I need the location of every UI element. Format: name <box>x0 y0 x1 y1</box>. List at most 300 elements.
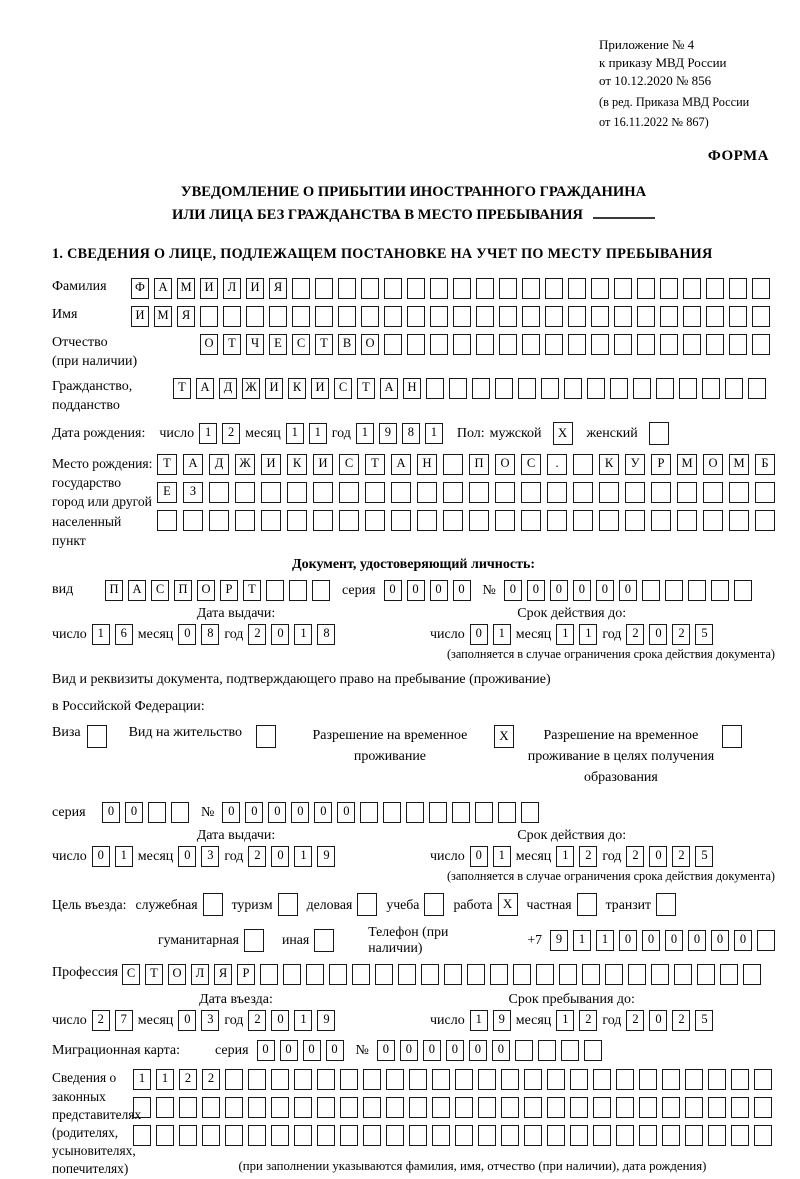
char-box[interactable] <box>235 482 255 503</box>
char-box[interactable] <box>524 1097 542 1118</box>
char-box[interactable] <box>729 334 747 355</box>
char-box[interactable] <box>407 306 425 327</box>
char-box[interactable]: 0 <box>573 580 591 601</box>
char-box[interactable] <box>755 482 775 503</box>
char-box[interactable] <box>478 1069 496 1090</box>
char-box[interactable]: С <box>334 378 352 399</box>
char-box[interactable] <box>639 1125 657 1146</box>
char-box[interactable] <box>386 1125 404 1146</box>
char-box[interactable] <box>625 482 645 503</box>
char-box[interactable] <box>340 1069 358 1090</box>
char-box[interactable]: А <box>154 278 172 299</box>
char-box[interactable] <box>545 334 563 355</box>
char-box[interactable]: X <box>498 893 518 916</box>
char-box[interactable] <box>475 802 493 823</box>
char-box[interactable]: 1 <box>556 624 574 645</box>
char-box[interactable] <box>605 964 623 985</box>
char-box[interactable]: 0 <box>222 802 240 823</box>
char-box[interactable] <box>340 1125 358 1146</box>
char-box[interactable]: Я <box>269 278 287 299</box>
char-box[interactable]: 0 <box>407 580 425 601</box>
char-box[interactable] <box>674 964 692 985</box>
char-box[interactable]: 2 <box>202 1069 220 1090</box>
char-box[interactable] <box>697 964 715 985</box>
char-box[interactable] <box>409 1097 427 1118</box>
char-box[interactable] <box>432 1125 450 1146</box>
char-box[interactable]: 5 <box>695 846 713 867</box>
char-box[interactable]: И <box>246 278 264 299</box>
char-box[interactable]: С <box>292 334 310 355</box>
char-box[interactable] <box>495 482 515 503</box>
char-box[interactable] <box>703 482 723 503</box>
char-box[interactable]: 0 <box>649 846 667 867</box>
char-box[interactable]: Ф <box>131 278 149 299</box>
char-box[interactable]: 0 <box>734 930 752 951</box>
char-box[interactable] <box>360 802 378 823</box>
char-box[interactable] <box>363 1069 381 1090</box>
char-box[interactable] <box>628 964 646 985</box>
char-box[interactable]: Я <box>214 964 232 985</box>
char-box[interactable]: Т <box>243 580 261 601</box>
char-box[interactable] <box>391 510 411 531</box>
char-box[interactable] <box>651 510 671 531</box>
char-box[interactable]: Т <box>145 964 163 985</box>
char-box[interactable] <box>179 1125 197 1146</box>
char-box[interactable] <box>706 306 724 327</box>
char-box[interactable] <box>430 334 448 355</box>
char-box[interactable] <box>660 334 678 355</box>
char-box[interactable] <box>545 278 563 299</box>
char-box[interactable] <box>708 1069 726 1090</box>
char-box[interactable]: Ж <box>242 378 260 399</box>
char-box[interactable] <box>521 510 541 531</box>
char-box[interactable] <box>294 1069 312 1090</box>
char-box[interactable] <box>409 1069 427 1090</box>
char-box[interactable]: 2 <box>672 1010 690 1031</box>
char-box[interactable] <box>223 306 241 327</box>
char-box[interactable] <box>637 278 655 299</box>
char-box[interactable] <box>593 1097 611 1118</box>
char-box[interactable] <box>424 893 444 916</box>
char-box[interactable] <box>361 306 379 327</box>
char-box[interactable] <box>524 1125 542 1146</box>
char-box[interactable] <box>453 278 471 299</box>
char-box[interactable] <box>225 1097 243 1118</box>
char-box[interactable]: 1 <box>556 846 574 867</box>
char-box[interactable] <box>591 278 609 299</box>
char-box[interactable] <box>209 482 229 503</box>
char-box[interactable]: М <box>177 278 195 299</box>
char-box[interactable] <box>734 580 752 601</box>
char-box[interactable] <box>729 306 747 327</box>
char-box[interactable] <box>582 964 600 985</box>
char-box[interactable] <box>498 802 516 823</box>
char-box[interactable]: К <box>288 378 306 399</box>
char-box[interactable]: 1 <box>356 423 374 444</box>
char-box[interactable] <box>729 510 749 531</box>
char-box[interactable]: О <box>703 454 723 475</box>
char-box[interactable] <box>421 964 439 985</box>
char-box[interactable] <box>444 964 462 985</box>
char-box[interactable]: 0 <box>271 846 289 867</box>
male-checkbox[interactable] <box>553 422 573 445</box>
char-box[interactable] <box>338 278 356 299</box>
char-box[interactable] <box>476 278 494 299</box>
char-box[interactable] <box>449 378 467 399</box>
char-box[interactable] <box>476 306 494 327</box>
char-box[interactable] <box>467 964 485 985</box>
char-box[interactable] <box>386 1097 404 1118</box>
char-box[interactable]: 0 <box>492 1040 510 1061</box>
char-box[interactable] <box>283 964 301 985</box>
char-box[interactable] <box>522 278 540 299</box>
char-box[interactable] <box>679 378 697 399</box>
char-box[interactable]: 8 <box>317 624 335 645</box>
char-box[interactable]: X <box>494 725 514 748</box>
char-box[interactable] <box>725 378 743 399</box>
char-box[interactable]: 9 <box>317 846 335 867</box>
char-box[interactable]: С <box>339 454 359 475</box>
char-box[interactable]: 1 <box>294 624 312 645</box>
char-box[interactable]: 1 <box>493 624 511 645</box>
char-box[interactable] <box>639 1097 657 1118</box>
char-box[interactable] <box>317 1069 335 1090</box>
char-box[interactable] <box>235 510 255 531</box>
char-box[interactable]: 0 <box>271 624 289 645</box>
char-box[interactable]: 0 <box>711 930 729 951</box>
char-box[interactable] <box>677 510 697 531</box>
purpose-work-checkbox[interactable] <box>498 893 518 916</box>
char-box[interactable]: 1 <box>425 423 443 444</box>
char-box[interactable]: 0 <box>291 802 309 823</box>
char-box[interactable] <box>599 482 619 503</box>
char-box[interactable] <box>294 1125 312 1146</box>
char-box[interactable] <box>455 1097 473 1118</box>
char-box[interactable] <box>278 893 298 916</box>
char-box[interactable]: М <box>729 454 749 475</box>
char-box[interactable] <box>637 334 655 355</box>
char-box[interactable] <box>584 1040 602 1061</box>
char-box[interactable] <box>313 510 333 531</box>
char-box[interactable] <box>406 802 424 823</box>
char-box[interactable] <box>495 510 515 531</box>
char-box[interactable] <box>209 510 229 531</box>
char-box[interactable] <box>292 306 310 327</box>
char-box[interactable] <box>614 334 632 355</box>
char-box[interactable] <box>587 378 605 399</box>
char-box[interactable] <box>616 1125 634 1146</box>
char-box[interactable]: 0 <box>337 802 355 823</box>
char-box[interactable] <box>685 1125 703 1146</box>
char-box[interactable] <box>729 278 747 299</box>
char-box[interactable] <box>430 306 448 327</box>
char-box[interactable] <box>521 802 539 823</box>
char-box[interactable] <box>455 1125 473 1146</box>
char-box[interactable]: 0 <box>504 580 522 601</box>
char-box[interactable] <box>614 278 632 299</box>
char-box[interactable] <box>599 510 619 531</box>
char-box[interactable] <box>688 580 706 601</box>
char-box[interactable] <box>266 580 284 601</box>
char-box[interactable]: 0 <box>257 1040 275 1061</box>
char-box[interactable]: И <box>313 454 333 475</box>
char-box[interactable] <box>357 893 377 916</box>
purpose-business-checkbox[interactable] <box>357 893 377 916</box>
char-box[interactable]: 0 <box>271 1010 289 1031</box>
char-box[interactable] <box>656 893 676 916</box>
char-box[interactable] <box>391 482 411 503</box>
purpose-private-checkbox[interactable] <box>577 893 597 916</box>
char-box[interactable]: А <box>196 378 214 399</box>
char-box[interactable] <box>545 306 563 327</box>
char-box[interactable] <box>476 334 494 355</box>
char-box[interactable] <box>665 580 683 601</box>
char-box[interactable]: 9 <box>493 1010 511 1031</box>
char-box[interactable] <box>156 1125 174 1146</box>
char-box[interactable] <box>339 510 359 531</box>
char-box[interactable]: Р <box>220 580 238 601</box>
char-box[interactable] <box>244 929 264 952</box>
female-checkbox[interactable] <box>649 422 669 445</box>
char-box[interactable]: О <box>168 964 186 985</box>
char-box[interactable] <box>289 580 307 601</box>
char-box[interactable] <box>651 964 669 985</box>
char-box[interactable] <box>317 1125 335 1146</box>
char-box[interactable]: З <box>183 482 203 503</box>
char-box[interactable] <box>375 964 393 985</box>
char-box[interactable]: 0 <box>550 580 568 601</box>
char-box[interactable] <box>568 306 586 327</box>
char-box[interactable] <box>183 510 203 531</box>
char-box[interactable] <box>518 378 536 399</box>
char-box[interactable] <box>616 1097 634 1118</box>
char-box[interactable]: 1 <box>556 1010 574 1031</box>
char-box[interactable]: П <box>174 580 192 601</box>
char-box[interactable]: 0 <box>178 624 196 645</box>
char-box[interactable]: Л <box>223 278 241 299</box>
char-box[interactable] <box>271 1125 289 1146</box>
char-box[interactable] <box>478 1097 496 1118</box>
char-box[interactable] <box>202 1125 220 1146</box>
char-box[interactable]: 0 <box>688 930 706 951</box>
char-box[interactable] <box>573 454 593 475</box>
char-box[interactable] <box>179 1097 197 1118</box>
char-box[interactable] <box>432 1069 450 1090</box>
char-box[interactable]: Т <box>315 334 333 355</box>
char-box[interactable]: К <box>287 454 307 475</box>
char-box[interactable] <box>384 306 402 327</box>
char-box[interactable] <box>752 306 770 327</box>
char-box[interactable] <box>417 510 437 531</box>
char-box[interactable] <box>521 482 541 503</box>
char-box[interactable] <box>720 964 738 985</box>
char-box[interactable]: И <box>311 378 329 399</box>
char-box[interactable] <box>656 378 674 399</box>
char-box[interactable] <box>398 964 416 985</box>
char-box[interactable]: Р <box>237 964 255 985</box>
char-box[interactable] <box>547 1125 565 1146</box>
char-box[interactable] <box>547 1097 565 1118</box>
char-box[interactable] <box>729 482 749 503</box>
char-box[interactable]: 1 <box>199 423 217 444</box>
char-box[interactable]: О <box>495 454 515 475</box>
char-box[interactable] <box>642 580 660 601</box>
char-box[interactable]: X <box>553 422 573 445</box>
char-box[interactable] <box>752 334 770 355</box>
char-box[interactable]: 2 <box>626 624 644 645</box>
char-box[interactable]: Е <box>269 334 287 355</box>
char-box[interactable] <box>452 802 470 823</box>
char-box[interactable]: 2 <box>179 1069 197 1090</box>
char-box[interactable] <box>340 1097 358 1118</box>
char-box[interactable] <box>499 278 517 299</box>
char-box[interactable] <box>651 482 671 503</box>
char-box[interactable] <box>315 278 333 299</box>
char-box[interactable] <box>443 510 463 531</box>
char-box[interactable]: 0 <box>326 1040 344 1061</box>
char-box[interactable]: 0 <box>423 1040 441 1061</box>
char-box[interactable]: И <box>265 378 283 399</box>
char-box[interactable] <box>660 278 678 299</box>
char-box[interactable] <box>755 510 775 531</box>
char-box[interactable]: 0 <box>470 624 488 645</box>
char-box[interactable] <box>547 1069 565 1090</box>
char-box[interactable]: 0 <box>400 1040 418 1061</box>
char-box[interactable] <box>499 334 517 355</box>
purpose-tourism-checkbox[interactable] <box>278 893 298 916</box>
char-box[interactable]: 1 <box>309 423 327 444</box>
char-box[interactable]: Т <box>223 334 241 355</box>
char-box[interactable]: А <box>391 454 411 475</box>
char-box[interactable]: 1 <box>115 846 133 867</box>
temp-residence-edu-checkbox[interactable] <box>722 725 742 748</box>
char-box[interactable] <box>287 510 307 531</box>
char-box[interactable] <box>225 1069 243 1090</box>
residence-permit-checkbox[interactable] <box>256 725 276 748</box>
char-box[interactable]: Е <box>157 482 177 503</box>
char-box[interactable]: 0 <box>665 930 683 951</box>
char-box[interactable]: 2 <box>248 1010 266 1031</box>
char-box[interactable]: 0 <box>280 1040 298 1061</box>
char-box[interactable]: Я <box>177 306 195 327</box>
char-box[interactable] <box>538 1040 556 1061</box>
char-box[interactable] <box>564 378 582 399</box>
char-box[interactable]: 0 <box>268 802 286 823</box>
char-box[interactable]: 1 <box>294 846 312 867</box>
char-box[interactable]: 7 <box>115 1010 133 1031</box>
char-box[interactable] <box>292 278 310 299</box>
char-box[interactable]: 0 <box>92 846 110 867</box>
char-box[interactable] <box>501 1097 519 1118</box>
char-box[interactable] <box>731 1097 749 1118</box>
char-box[interactable] <box>591 306 609 327</box>
char-box[interactable] <box>591 334 609 355</box>
char-box[interactable]: 8 <box>201 624 219 645</box>
char-box[interactable] <box>148 802 166 823</box>
char-box[interactable]: О <box>197 580 215 601</box>
char-box[interactable]: 0 <box>446 1040 464 1061</box>
char-box[interactable] <box>157 510 177 531</box>
char-box[interactable]: 0 <box>619 580 637 601</box>
char-box[interactable] <box>731 1069 749 1090</box>
char-box[interactable]: 1 <box>493 846 511 867</box>
char-box[interactable]: 0 <box>314 802 332 823</box>
char-box[interactable]: 1 <box>156 1069 174 1090</box>
char-box[interactable] <box>472 378 490 399</box>
char-box[interactable]: А <box>128 580 146 601</box>
purpose-study-checkbox[interactable] <box>424 893 444 916</box>
char-box[interactable]: 0 <box>430 580 448 601</box>
char-box[interactable] <box>409 1125 427 1146</box>
char-box[interactable] <box>200 306 218 327</box>
char-box[interactable] <box>363 1125 381 1146</box>
char-box[interactable]: М <box>154 306 172 327</box>
char-box[interactable] <box>752 278 770 299</box>
char-box[interactable] <box>87 725 107 748</box>
char-box[interactable] <box>685 1097 703 1118</box>
char-box[interactable]: М <box>677 454 697 475</box>
char-box[interactable] <box>754 1069 772 1090</box>
char-box[interactable]: 2 <box>92 1010 110 1031</box>
char-box[interactable] <box>499 306 517 327</box>
char-box[interactable]: 3 <box>201 846 219 867</box>
char-box[interactable] <box>541 378 559 399</box>
char-box[interactable]: 0 <box>470 846 488 867</box>
char-box[interactable] <box>573 510 593 531</box>
char-box[interactable] <box>515 1040 533 1061</box>
char-box[interactable]: Д <box>209 454 229 475</box>
char-box[interactable] <box>610 378 628 399</box>
char-box[interactable]: 6 <box>115 624 133 645</box>
char-box[interactable] <box>524 1069 542 1090</box>
char-box[interactable]: 9 <box>550 930 568 951</box>
char-box[interactable] <box>429 802 447 823</box>
char-box[interactable] <box>271 1069 289 1090</box>
char-box[interactable] <box>633 378 651 399</box>
char-box[interactable] <box>269 306 287 327</box>
char-box[interactable] <box>339 482 359 503</box>
char-box[interactable] <box>754 1125 772 1146</box>
char-box[interactable]: 2 <box>579 1010 597 1031</box>
char-box[interactable] <box>133 1097 151 1118</box>
char-box[interactable] <box>501 1069 519 1090</box>
char-box[interactable] <box>261 510 281 531</box>
char-box[interactable] <box>407 334 425 355</box>
char-box[interactable]: 0 <box>377 1040 395 1061</box>
char-box[interactable] <box>287 482 307 503</box>
char-box[interactable] <box>570 1097 588 1118</box>
char-box[interactable]: 0 <box>619 930 637 951</box>
temp-residence-checkbox[interactable] <box>494 725 514 748</box>
char-box[interactable] <box>384 334 402 355</box>
char-box[interactable] <box>407 278 425 299</box>
char-box[interactable]: Т <box>357 378 375 399</box>
char-box[interactable] <box>314 929 334 952</box>
char-box[interactable] <box>306 964 324 985</box>
char-box[interactable] <box>577 893 597 916</box>
char-box[interactable] <box>561 1040 579 1061</box>
char-box[interactable]: Т <box>365 454 385 475</box>
char-box[interactable]: . <box>547 454 567 475</box>
char-box[interactable] <box>469 482 489 503</box>
char-box[interactable] <box>702 378 720 399</box>
char-box[interactable]: 0 <box>649 624 667 645</box>
char-box[interactable] <box>708 1097 726 1118</box>
char-box[interactable]: 0 <box>649 1010 667 1031</box>
char-box[interactable]: Н <box>403 378 421 399</box>
char-box[interactable] <box>443 482 463 503</box>
purpose-official-checkbox[interactable] <box>203 893 223 916</box>
